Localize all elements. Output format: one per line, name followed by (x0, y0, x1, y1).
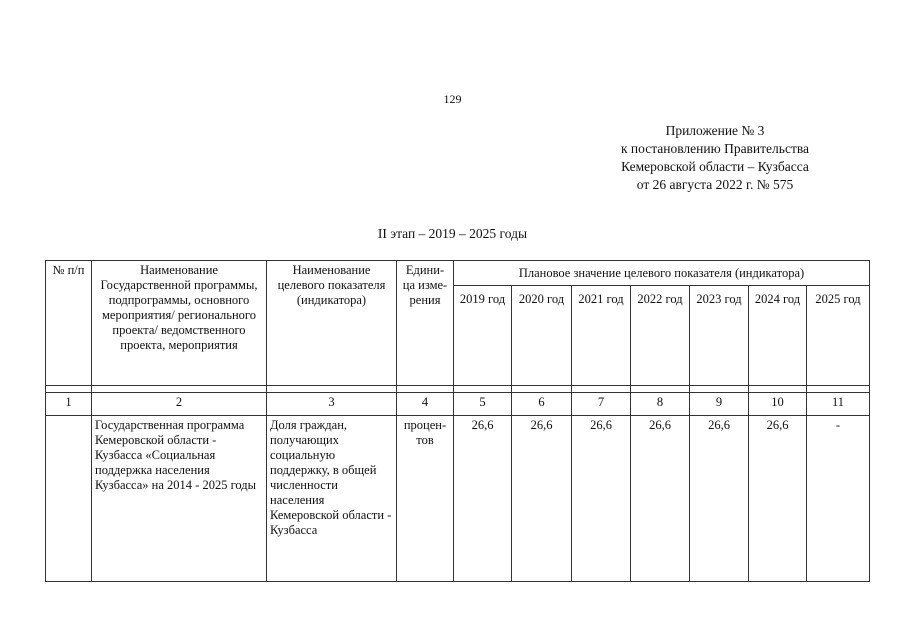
table-row (46, 416, 870, 582)
header-plan: Плановое значение целевого показателя (индикатора) (454, 261, 870, 286)
column-number: 5 (454, 393, 512, 416)
header-year-2019: 2019 год (454, 286, 512, 386)
appendix-line-3: Кемеровской области – Кузбасса (621, 159, 809, 174)
header-indicator: Наименование целевого показателя (индикатора) (267, 261, 397, 386)
column-number: 9 (690, 393, 749, 416)
header-year-2020: 2020 год (512, 286, 572, 386)
row-unit: процен-тов (397, 416, 454, 582)
column-number: 7 (572, 393, 631, 416)
column-number: 10 (749, 393, 807, 416)
row-value-2024: 26,6 (749, 416, 807, 582)
stage-title: II этап – 2019 – 2025 годы (377, 226, 528, 241)
header-year-2025: 2025 год (807, 286, 870, 386)
column-number: 4 (397, 393, 454, 416)
column-number: 3 (267, 393, 397, 416)
page-number: 129 (443, 92, 462, 106)
appendix-header (600, 122, 830, 194)
indicator-table (45, 260, 870, 582)
appendix-line-1: Приложение № 3 (665, 123, 765, 138)
header-year-2021: 2021 год (572, 286, 631, 386)
appendix-line-4: от 26 августа 2022 г. № 575 (636, 177, 794, 192)
row-value-2020: 26,6 (512, 416, 572, 582)
row-program-name: Государственная программа Кемеровской области - Кузбасса «Социальная поддержка населения Кузбасса» на 2014 - 2025 годы (92, 416, 267, 582)
column-number: 11 (807, 393, 870, 416)
column-number-row (46, 393, 870, 416)
row-num (46, 416, 92, 582)
row-value-2021: 26,6 (572, 416, 631, 582)
appendix-line-2: к постановлению Правительства (620, 141, 810, 156)
column-number: 2 (92, 393, 267, 416)
column-number: 6 (512, 393, 572, 416)
header-program: Наименование Государственной программы, подпрограммы, основного мероприятия/ регионального проекта/ ведомственного проекта, мероприятия (92, 261, 267, 386)
row-value-2019: 26,6 (454, 416, 512, 582)
row-value-2023: 26,6 (690, 416, 749, 582)
header-year-2022: 2022 год (631, 286, 690, 386)
row-value-2025: - (807, 416, 870, 582)
row-indicator-name: Доля граждан, получающих социальную поддержку, в общей численности населения Кемеровской области - Кузбасса (267, 416, 397, 582)
header-num: № п/п (46, 261, 92, 386)
header-unit: Едини-ца изме-рения (397, 261, 454, 386)
header-year-2024: 2024 год (749, 286, 807, 386)
header-year-2023: 2023 год (690, 286, 749, 386)
row-value-2022: 26,6 (631, 416, 690, 582)
column-number: 8 (631, 393, 690, 416)
column-number: 1 (46, 393, 92, 416)
